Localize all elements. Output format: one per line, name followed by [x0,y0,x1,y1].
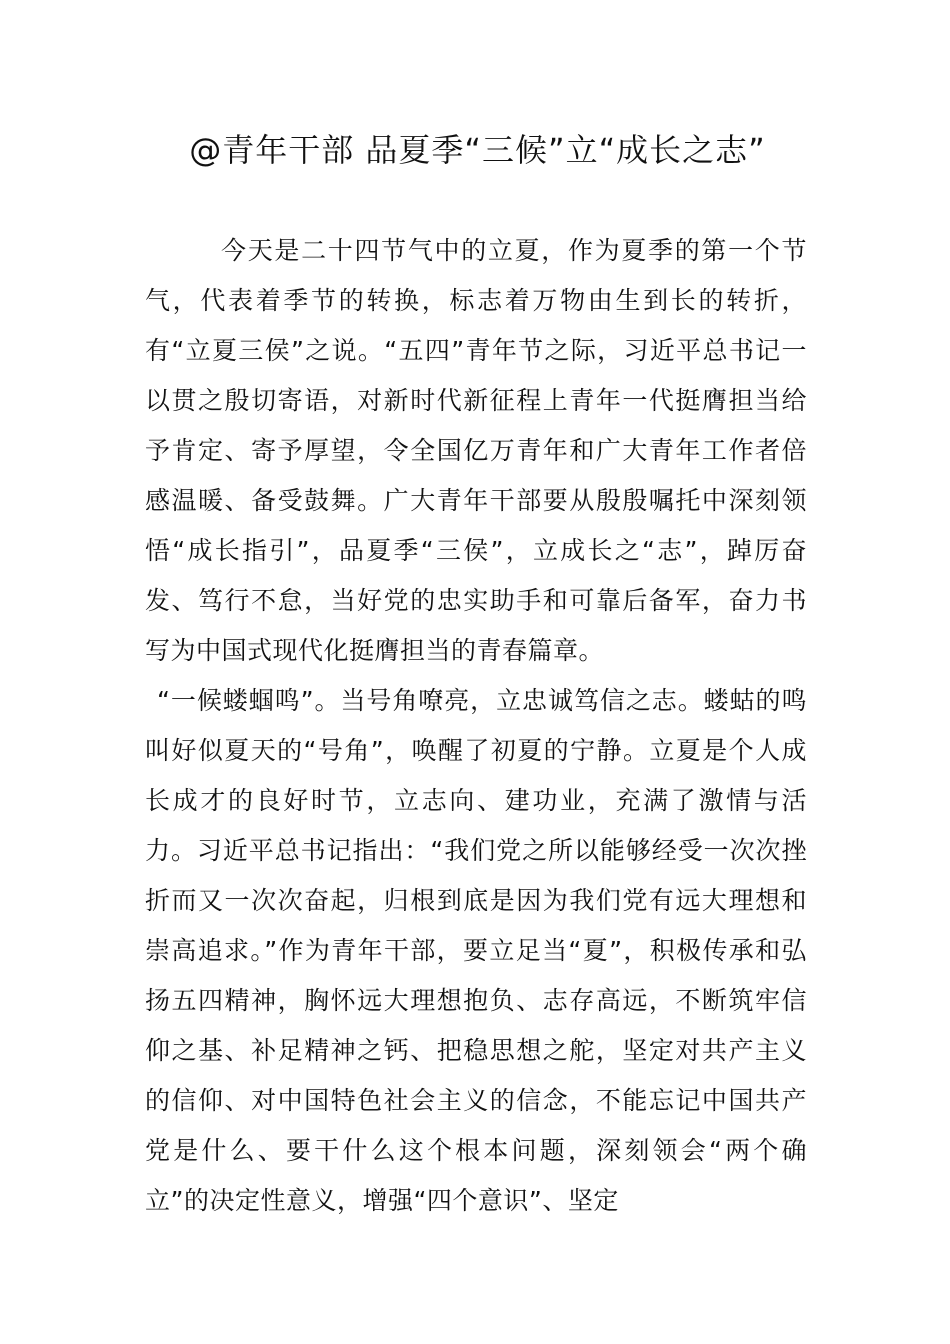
document-body [145,226,807,1226]
document-title: @青年干部 品夏季“三候”立“成长之志” [189,131,766,169]
paragraph-first-hou: “一候蝼蝈鸣”。当号角嘹亮，立忠诚笃信之志。蝼蛄的鸣叫好似夏天的“号角”，唤醒了初夏的宁静。立夏是个人成长成才的良好时节，立志向、建功业，充满了激情与活力。习近平总书记指出：“我们党之所以能够经受一次次挫折而又一次次奋起，归根到底是因为我们党有远大理想和崇高追求。”作为青年干部，要立足当“夏”，积极传承和弘扬五四精神，胸怀远大理想抱负、志存高远，不断筑牢信仰之基、补足精神之钙、把稳思想之舵，坚定对共产主义的信仰、对中国特色社会主义的信念，不能忘记中国共产党是什么、要干什么这个根本问题，深刻领会“两个确立”的决定性意义，增强“四个意识”、坚定 [145,686,807,1215]
paragraph-intro: 今天是二十四节气中的立夏，作为夏季的第一个节气，代表着季节的转换，标志着万物由生到长的转折，有“立夏三侯”之说。“五四”青年节之际，习近平总书记一以贯之殷切寄语，对新时代新征程上青年一代挺膺担当给予肯定、寄予厚望，令全国亿万青年和广大青年工作者倍感温暖、备受鼓舞。广大青年干部要从殷殷嘱托中深刻领悟“成长指引”，品夏季“三侯”，立成长之“志”，踔厉奋发、笃行不怠，当好党的忠实助手和可靠后备军，奋力书写为中国式现代化挺膺担当的青春篇章。 [145,236,807,665]
